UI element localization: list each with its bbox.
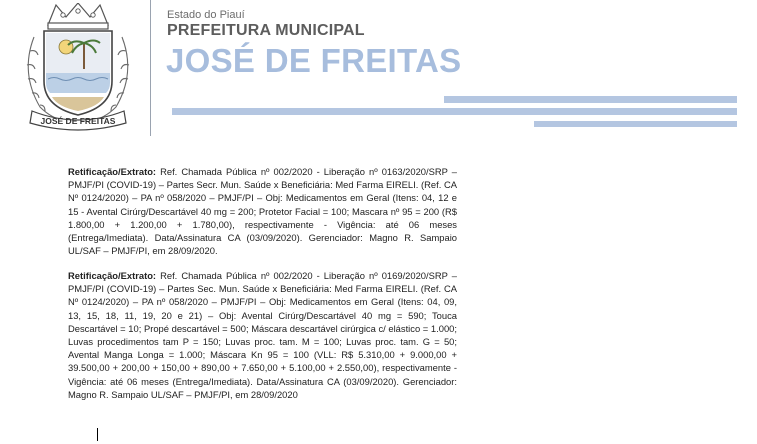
state-name: Estado do Piauí bbox=[167, 9, 245, 21]
shield-icon bbox=[44, 31, 112, 115]
seal-ribbon-text: JOSÉ DE FREITAS bbox=[40, 116, 116, 126]
text-cursor bbox=[97, 428, 98, 441]
crown-icon bbox=[48, 3, 108, 29]
decorative-bar bbox=[172, 108, 737, 115]
prefeitura-title: PREFEITURA MUNICIPAL bbox=[167, 22, 365, 39]
decorative-bar bbox=[444, 96, 737, 103]
extract-paragraph bbox=[68, 269, 457, 401]
paragraph-lead: Retificação/Extrato: bbox=[68, 166, 157, 177]
header-divider bbox=[150, 0, 151, 136]
city-title: JOSÉ DE FREITAS bbox=[166, 42, 462, 79]
paragraph-body: Ref. Chamada Pública nº 002/2020 - Liberação nº 0169/2020/SRP – PMJF/PI (COVID-19) – Partes Sec. Mun. Saúde x Beneficiária: Med Farma EIRELI. (Ref. CA Nº 0124/2020) – PA nº 058/2020 – PMJF/PI – Obj: Medicamentos em Geral (Itens: 04, 09, 13, 15, 18, 11, 19, 20 e 21) – Obj: Avental Cirúrg/Descartável 40 mg = 590; Touca Descartável = 10; Propé descartável = 500; Máscara descartável cirúrgica c/ elástico = 1.000; Luvas procedimentos tam P = 150; Luvas proc. tam. M = 100; Luvas proc. tam. G = 50; Avental Manga Longa = 1.000; Máscara Kn 95 = 100 (VLL: R$ 5.310,00 + 9.000,00 + 39.500,00 + 200,00 + 150,00 + 890,00 + 7.650,00 + 5.100,00 + 2.550,00), respectivamente - Vigência: até 06 meses (Entrega/Imediata). Data/Assinatura CA (03/09/2020). Gerenciador: Magno R. Sampaio UL/SAF – PMJF/PI, em 28/09/2020 bbox=[68, 270, 457, 400]
municipal-seal-logo bbox=[18, 3, 138, 131]
paragraph-body: Ref. Chamada Pública nº 002/2020 - Liberação nº 0163/2020/SRP – PMJF/PI (COVID-19) – Partes Secr. Mun. Saúde x Beneficiária: Med Farma EIRELI. (Ref. CA Nº 0124/2020) – PA nº 058/2020 – PMJF/PI – Obj: Medicamentos em Geral (Itens: 04, 12 e 15 - Avental Cirúrg/Descartável 40 mg = 200; Protetor Facial = 100; Mascara nº 95 = 200 (R$ 1.800,00 + 1.200,00 + 1.780,00), respectivamente - Vigência: até 06 meses (Entrega/Imediata). Data/Assinatura CA (03/09/2020). Gerenciador: Magno R. Sampaio UL/SAF – PMJF/PI, em 28/09/2020. bbox=[68, 166, 457, 257]
decorative-bar bbox=[534, 121, 737, 127]
paragraph-lead: Retificação/Extrato: bbox=[68, 270, 157, 281]
extract-paragraph bbox=[68, 165, 457, 257]
